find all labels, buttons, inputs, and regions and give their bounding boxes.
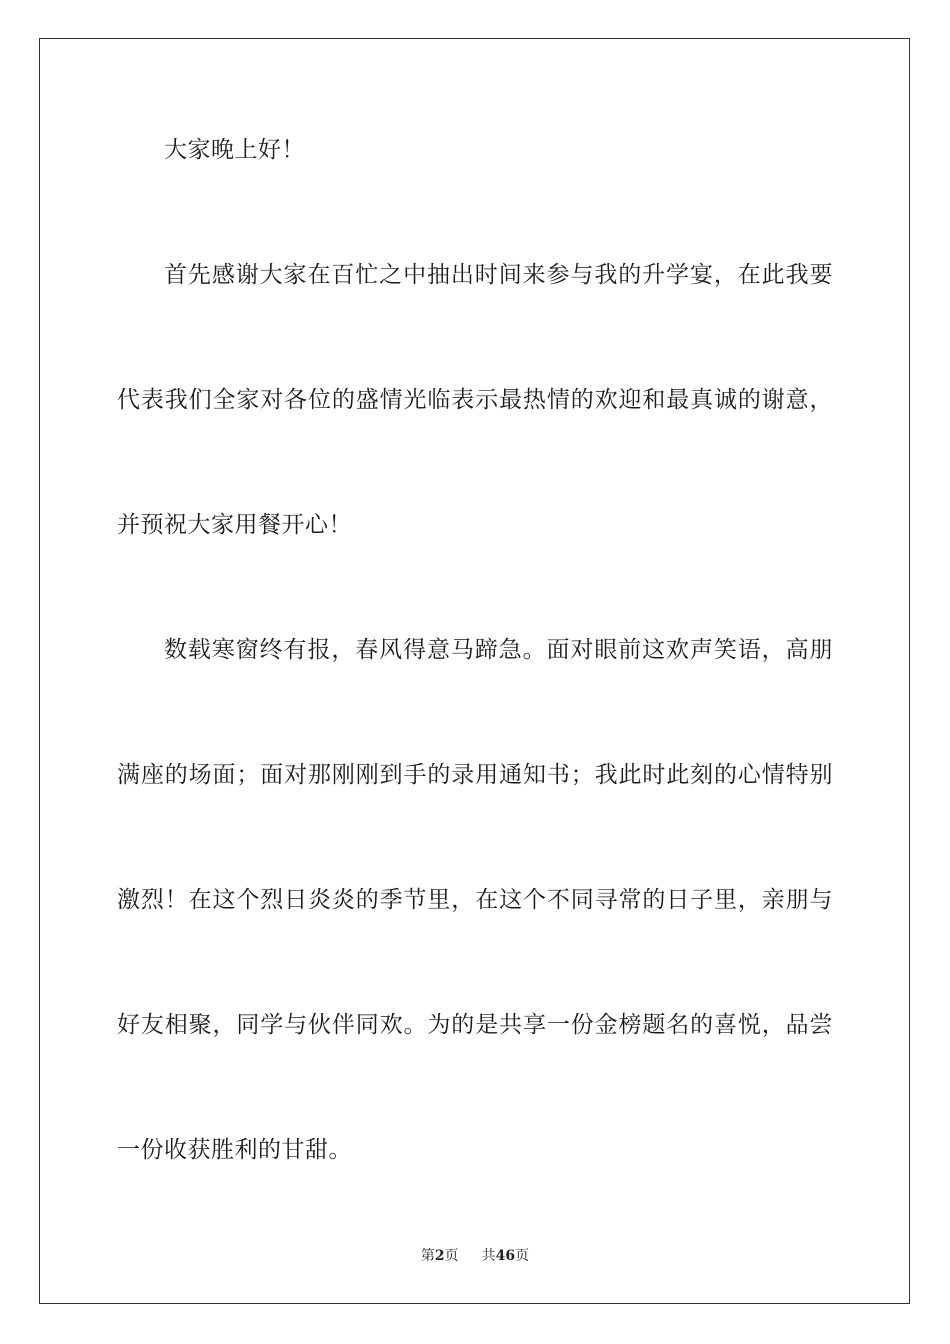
total-page-count: 46 [495,1248,516,1264]
total-prefix: 共 [481,1248,496,1264]
page-suffix: 页 [444,1248,459,1264]
paragraph-2-line-5: 一份收获胜利的甘甜。 [117,1137,352,1163]
page-border [39,38,910,1304]
paragraph-1-line-2: 代表我们全家对各位的盛情光临表示最热情的欢迎和最真诚的谢意， [117,387,833,413]
paragraph-2-line-4: 好友相聚，同学与伙伴同欢。为的是共享一份金榜题名的喜悦，品尝 [117,1012,833,1038]
page-footer [0,1247,950,1265]
paragraph-1-line-3: 并预祝大家用餐开心！ [117,512,352,538]
paragraph-2-line-2: 满座的场面；面对那刚刚到手的录用通知书；我此时此刻的心情特别 [117,762,833,788]
paragraph-2-line-1: 数载寒窗终有报，春风得意马蹄急。面对眼前这欢声笑语，高朋 [164,637,833,663]
greeting-line: 大家晚上好！ [164,137,305,163]
page-prefix: 第 [420,1248,435,1264]
paragraph-1-line-1: 首先感谢大家在百忙之中抽出时间来参与我的升学宴，在此我要 [164,262,833,288]
paragraph-2-line-3: 激烈！在这个烈日炎炎的季节里，在这个不同寻常的日子里，亲朋与 [117,887,833,913]
total-suffix: 页 [515,1248,530,1264]
current-page-number: 2 [434,1248,445,1264]
